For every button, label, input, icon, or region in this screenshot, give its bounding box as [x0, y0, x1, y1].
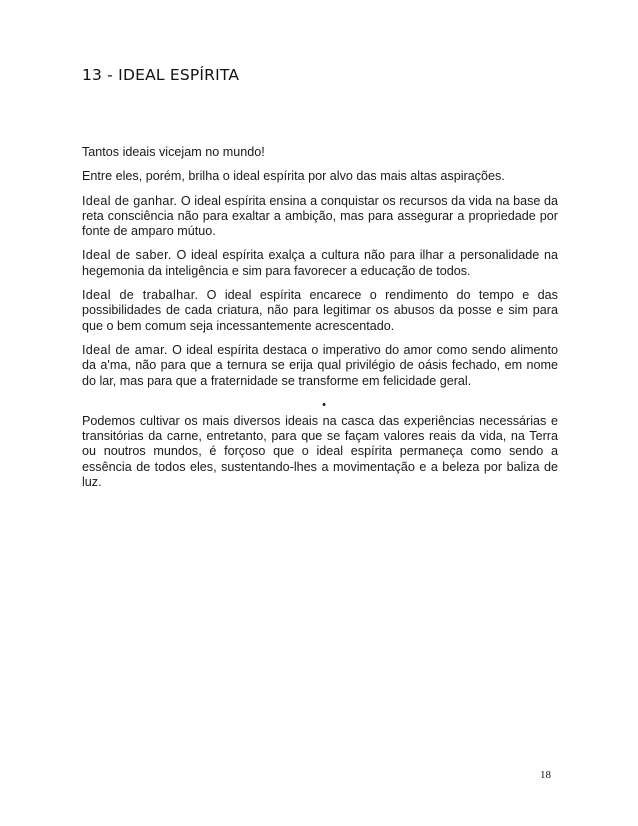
- section-separator: •: [322, 398, 326, 411]
- paragraph-ideal-trabalhar: [82, 288, 558, 334]
- paragraph-intro: Tantos ideais vicejam no mundo!: [82, 145, 265, 159]
- lead-ideal-ganhar: Ideal de ganhar.: [82, 193, 178, 208]
- paragraph-aspirations: Entre eles, porém, brilha o ideal espírita por alvo das mais altas aspirações.: [82, 169, 505, 184]
- paragraph-conclusion: Podemos cultivar os mais diversos ideais na casca das experiências necessárias e transitórias da carne, entretanto, para que se façam valores reais da vida, na Terra ou noutros mundos, é forçoso que o ideal espírita permaneça como sendo a essência de todos eles, sustentando-lhes a movimentação e a beleza por baliza de luz.: [82, 413, 558, 490]
- text-ideal-amar: O ideal espírita destaca o imperativo do amor como sendo alimento da a'ma, não para que a ternura se erija qual privilégio de oásis fechado, em nome do lar, mas para que a fraternidade se transforme em felicidade geral.: [82, 342, 558, 388]
- chapter-body: [82, 145, 558, 499]
- paragraph-ideal-amar: [82, 343, 558, 389]
- paragraph-ideal-saber: [82, 248, 558, 279]
- text-ideal-saber: O ideal espírita exalça a cultura não para ilhar a personalidade na hegemonia da inteligência e sim para favorecer a educação de todos.: [82, 248, 558, 278]
- text-ideal-ganhar: O ideal espírita ensina a conquistar os recursos da vida na base da reta consciência não para exaltar a ambição, mas para assegurar a propriedade por fonte de amparo mútuo.: [82, 193, 558, 239]
- lead-ideal-trabalhar: Ideal de trabalhar.: [82, 288, 199, 303]
- lead-ideal-amar: Ideal de amar.: [82, 342, 168, 357]
- chapter-title: 13 - IDEAL ESPÍRITA: [82, 66, 240, 84]
- page-number: 18: [540, 769, 551, 781]
- text-ideal-trabalhar: O ideal espírita encarece o rendimento do tempo e das possibilidades de cada criatura, não para legitimar os abusos da posse e sim para que o bem comum seja incessantemente acrescentado.: [82, 288, 558, 333]
- lead-ideal-saber: Ideal de saber.: [82, 248, 172, 263]
- paragraph-ideal-ganhar: [82, 194, 558, 240]
